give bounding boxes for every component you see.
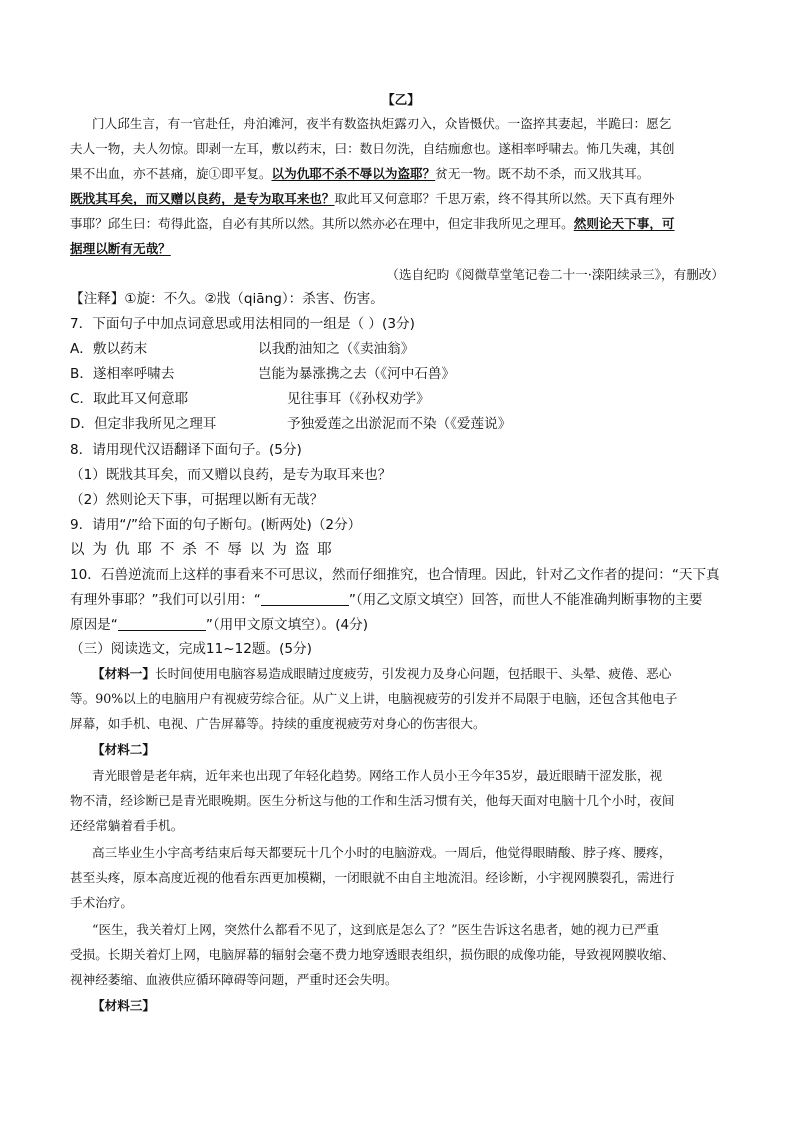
material-1-label: 【材料一】 — [92, 666, 155, 681]
notes: 【注释】①旋：不久。②戕（qiāng）：杀害、伤害。 — [70, 291, 384, 307]
material-2-line-4: 高三毕业生小宇高考结束后每天都要玩十几个小时的电脑游戏。一周后，他觉得眼睛酸、脖子疼、腰疼， — [92, 845, 672, 860]
underlined-sentence-2a: 然则论天下事，可 — [573, 216, 675, 231]
material-2-label: 【材料二】 — [92, 742, 155, 757]
passage-line-3-start: 果不出血，亦不甚痛，旋①即平复。 — [70, 166, 272, 181]
material-3-label: 【材料三】 — [92, 998, 155, 1013]
q9-stem: 9．请用“/”给下面的句子断句。(断两处)（2分） — [70, 517, 362, 533]
q10-line-2-end: ”（用乙文原文填空）回答，而世人不能准确判断事物的主要 — [348, 592, 703, 608]
q8-stem: 8．请用现代汉语翻译下面句子。(5分) — [70, 442, 302, 458]
part-b-heading: 【乙】 — [382, 92, 420, 107]
material-2-line-2: 物不清，经诊断已是青光眼晚期。医生分析这与他的工作和生活习惯有关，他每天面对电脑十几个小时，夜间 — [70, 793, 675, 808]
q8-item-1: （1）既戕其耳矣，而又赠以良药，是专为取耳来也？ — [70, 467, 392, 483]
material-2-line-8: 受损。长期关着灯上网，电脑屏幕的辐射会毫不费力地穿透眼表组织，损伤眼的成像功能，导致视网膜收缩、 — [70, 947, 675, 962]
passage-line-3-end: 贫无一物。既不劫不杀，而又戕其耳。 — [435, 166, 650, 181]
material-1-line-2: 等。90%以上的电脑用户有视疲劳综合征。从广义上讲，电脑视疲劳的引发并不局限于电脑，还包含其他电子 — [70, 691, 678, 706]
q7-option-a-compare: 以我酌油知之（《卖油翁》 — [258, 341, 415, 357]
passage-source: （选自纪昀《阅微草堂笔记卷二十一·滦阳续录三》，有删改） — [386, 267, 724, 282]
q8-item-2: （2）然则论天下事，可据理以断有无哉？ — [70, 492, 324, 508]
q7-option-d-compare: 予独爱莲之出淤泥而不染（《爱莲说》 — [287, 416, 512, 432]
passage-line-3 — [70, 166, 649, 182]
passage-line-4 — [70, 191, 675, 207]
material-2-line-7: “医生，我关着灯上网，突然什么都看不见了，这到底是怎么了？”医生告诉这名患者，她的视力已严重 — [92, 922, 660, 937]
section-3-title: （三）阅读选文，完成11~12题。(5分) — [70, 641, 312, 657]
passage-line-4-end: 取此耳又何意耶？千思万索，终不得其所以然。天下真有理外 — [334, 191, 675, 206]
q10-line-3-end: ”（用甲文原文填空）。(4分) — [205, 617, 369, 633]
material-2-line-6: 手术治疗。 — [70, 895, 133, 910]
q10-line-2-start: 有理外事耶？”我们可以引用：“ — [70, 592, 261, 608]
material-1-text-1: 长时间使用电脑容易造成眼睛过度疲劳，引发视力及身心问题，包括眼干、头晕、疲倦、恶心 — [154, 666, 672, 681]
underlined-sentence-2b: 据理以断有无哉？ — [70, 241, 171, 256]
underlined-sentence: 以为仇耶不杀不辱以为盗耶？ — [271, 166, 436, 181]
q7-option-b: B．遂相率呼啸去 — [70, 366, 175, 382]
q7-option-c: C．取此耳又何意耶 — [70, 391, 189, 407]
material-2-line-3: 还经常躺着看手机。 — [70, 818, 184, 833]
q10-line-3-start: 原因是“ — [70, 617, 118, 633]
material-2-line-5: 甚至头疼，原本高度近视的他看东西更加模糊，一闭眼就不由自主地流泪。经诊断，小宇视网膜裂孔，需进行 — [70, 870, 675, 885]
passage-line-1: 门人邱生言，有一官赴任，舟泊滩河，夜半有数盗执炬露刃入，众皆慑伏。一盗捽其妻起，半跪曰：愿乞 — [92, 116, 672, 131]
q10-line-1: 10．石兽逆流而上这样的事看来不可思议，然而仔细推究，也合情理。因此，针对乙文作者的提问：“天下真 — [70, 567, 720, 583]
q7-option-a: A．敷以药末 — [70, 341, 148, 357]
answer-blank-1[interactable] — [261, 591, 349, 606]
q7-option-c-compare: 见往事耳（《孙权劝学》 — [287, 391, 430, 407]
material-1-line-3: 屏幕，如手机、电视、广告屏幕等。持续的重度视疲劳对身心的伤害很大。 — [70, 716, 486, 731]
answer-blank-2[interactable] — [118, 616, 206, 631]
q7-stem: 7．下面句子中加点词意思或用法相同的一组是（ ）(3分) — [70, 316, 415, 332]
material-1-line-1 — [92, 666, 671, 682]
q9-sentence: 以为仇耶不杀不辱以为盗耶 — [70, 542, 340, 558]
passage-line-5-start: 事耶？邱生曰：苟得此盗，自必有其所以然。其所以然亦必在理中，但定非我所见之理耳。 — [70, 216, 574, 231]
material-2-line-1: 青光眼曾是老年病，近年来也出现了年轻化趋势。网络工作人员小王今年35岁，最近眼睛干涩发胀，视 — [92, 768, 663, 783]
q7-option-d: D．但定非我所见之理耳 — [70, 416, 217, 432]
q7-option-b-compare: 岂能为暴涨携之去（《河中石兽》 — [258, 366, 456, 382]
underlined-sentence-1: 既戕其耳矣，而又赠以良药，是专为取耳来也？ — [70, 191, 335, 206]
q10-line-3 — [70, 616, 368, 634]
passage-line-2: 夫人一物，夫人勿惊。即剥一左耳，敷以药末，曰：数日勿洗，自结痂愈也。遂相率呼啸去。怖几失魂，其创 — [70, 141, 675, 156]
q10-line-2 — [70, 591, 703, 609]
passage-line-5 — [70, 216, 675, 232]
material-2-line-9: 视神经萎缩、血液供应循环障碍等问题，严重时还会失明。 — [70, 972, 398, 987]
